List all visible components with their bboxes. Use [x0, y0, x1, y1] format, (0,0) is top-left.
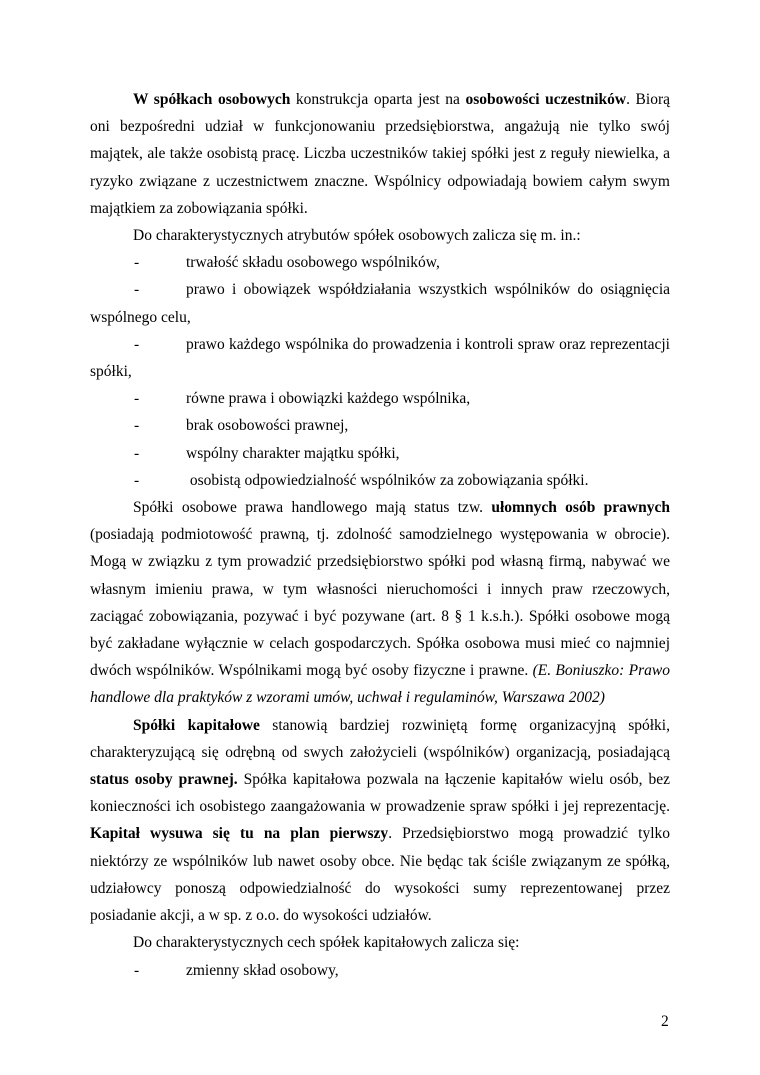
- paragraph-1: W spółkach osobowych konstrukcja oparta jest na osobowości uczestników. Biorą oni bezpośredni udział w funkcjonowaniu przedsiębiorstwa, angażują nie tylko swój majątek, ale także osobistą pracę. Liczba uczestników takiej spółki jest z reguły niewielka, a ryzyko związane z uczestnictwem znaczne. Wspólnicy odpowiadają bowiem całym swym majątkiem za zobowiązania spółki.: [90, 91, 670, 217]
- list-item: - równe prawa i obowiązki każdego wspólnika,: [134, 390, 471, 408]
- bold-term: Spółki kapitałowe: [133, 716, 260, 734]
- list-item: - wspólny charakter majątku spółki,: [134, 444, 400, 462]
- body-text: [90, 86, 670, 984]
- page-number: 2: [661, 1013, 669, 1030]
- paragraph-5: Do charakterystycznych cech spółek kapitałowych zalicza się:: [133, 934, 520, 952]
- list-item: - brak osobowości prawnej,: [134, 417, 349, 435]
- citation: (E. Boniuszko: Prawo handlowe dla praktyków z wzorami umów, uchwał i regulaminów, Warszawa 2002): [90, 662, 670, 707]
- list-item: - trwałość składu osobowego wspólników,: [134, 254, 440, 272]
- paragraph-4: Spółki kapitałowe stanowią bardziej rozwiniętą formę organizacyjną spółki, charakteryzującą się odrębną od swych założycieli (wspólników) organizacją, posiadającą status osoby prawnej. Spółka kapitałowa pozwala na łączenie kapitałów wielu osób, bez konieczności ich osobistego zaangażowania w prowadzenie spraw spółki i jej reprezentację. Kapitał wysuwa się tu na plan pierwszy. Przedsiębiorstwo mogą prowadzić tylko niektórzy ze wspólników lub nawet osoby obce. Nie będąc tak ściśle związanym ze spółką, udziałowcy ponoszą odpowiedzialność do wysokości sumy reprezentowanej przez posiadanie akcji, a w sp. z o.o. do wysokości udziałów.: [90, 716, 671, 925]
- bold-term: W spółkach osobowych: [133, 91, 291, 108]
- list-item: - osobistą odpowiedzialność wspólników za zobowiązania spółki.: [134, 471, 589, 489]
- bold-term: ułomnych osób prawnych: [491, 499, 670, 517]
- bold-term: Kapitał wysuwa się tu na plan pierwszy: [90, 825, 389, 843]
- list-item: - prawo każdego wspólnika do prowadzenia i kontroli spraw oraz reprezentacji spółki,: [90, 335, 670, 381]
- list-item: - prawo i obowiązek współdziałania wszystkich wspólników do osiągnięcia wspólnego celu,: [90, 281, 670, 326]
- paragraph-3: Spółki osobowe prawa handlowego mają status tzw. ułomnych osób prawnych (posiadają podmiotowość prawną, tj. zdolność samodzielnego występowania w obrocie). Mogą w związku z tym prowadzić przedsiębiorstwo spółki pod własną firmą, nabywać we własnym imieniu prawa, w tym własności nieruchomości i innych praw rzeczowych, zaciągać zobowiązania, pozywać i być pozywane (art. 8 § 1 k.s.h.). Spółki osobowe mogą być zakładane wyłącznie w celach gospodarczych. Spółka osobowa musi mieć co najmniej dwóch wspólników. Wspólnikami mogą być osoby fizyczne i prawne. (E. Boniuszko: Prawo handlowe dla praktyków z wzorami umów, uchwał i regulaminów, Warszawa 2002): [90, 499, 670, 707]
- bold-term: status osoby prawnej.: [90, 771, 238, 789]
- list-item: - zmienny skład osobowy,: [134, 961, 339, 979]
- paragraph-2: Do charakterystycznych atrybutów spółek osobowych zalicza się m. in.:: [133, 227, 581, 245]
- bold-term: osobowości uczestników: [465, 91, 627, 108]
